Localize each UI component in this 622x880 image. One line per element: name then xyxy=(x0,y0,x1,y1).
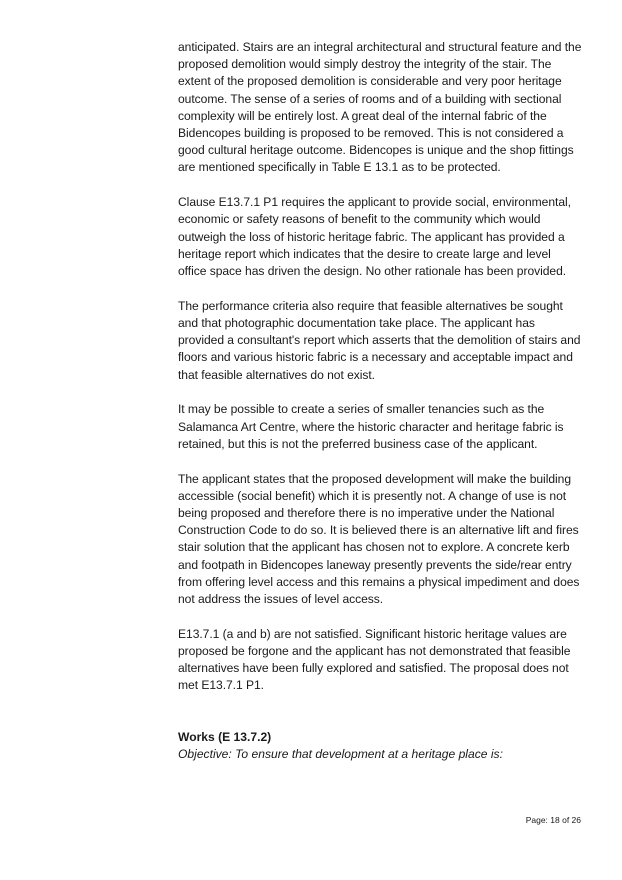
paragraph-smaller-tenancies: It may be possible to create a series of smaller tenancies such as the Salamanca Art Centre, where the historic character and heritage fabric is retained, but this is not the preferred business case of the applicant. xyxy=(178,402,564,451)
section-objective: Objective: To ensure that development at a heritage place is: xyxy=(178,746,503,761)
paragraph-demolition-impact: anticipated. Stairs are an integral architectural and structural feature and the proposed demolition would simply destroy the integrity of the stair. The extent of the proposed demolition is considerable and very poor heritage outcome. The sense of a series of rooms and of a building with sectional complexity will be entirely lost. A great deal of the internal fabric of the Bidencopes building is proposed to be removed. This is not considered a good cultural heritage outcome. Bidencopes is unique and the shop fittings are mentioned specifically in Table E 13.1 as to be protected. xyxy=(178,40,582,175)
paragraph-performance-criteria: The performance criteria also require that feasible alternatives be sought and that photographic documentation take place. The applicant has provided a consultant's report which asserts that the demolition of stairs and floors and various historic fabric is a necessary and acceptable impact and that feasible alternatives do not exist. xyxy=(178,298,581,382)
document-body xyxy=(178,39,582,763)
paragraph-accessibility: The applicant states that the proposed development will make the building accessible (social benefit) which it is presently not. A change of use is not being proposed and therefore there is no imperative under the National Construction Code to do so. It is believed there is an alternative lift and fires stair solution that the applicant has chosen not to explore. A concrete kerb and footpath in Bidencopes laneway presently prevents the side/rear entry from offering level access and this remains a physical impediment and does not address the issues of level access. xyxy=(178,471,580,607)
section-heading-works: Works (E 13.7.2) xyxy=(178,729,272,744)
paragraph-clause-e13-7-1: Clause E13.7.1 P1 requires the applicant to provide social, environmental, economic or safety reasons of benefit to the community which would outweigh the loss of historic heritage fabric. The applicant has provided a heritage report which indicates that the desire to create large and level office space has driven the design. No other rationale has been provided. xyxy=(178,195,571,279)
page-number: Page: 18 of 26 xyxy=(525,815,581,825)
paragraph-conclusion: E13.7.1 (a and b) are not satisfied. Significant historic heritage values are proposed be forgone and the applicant has not demonstrated that feasible alternatives have been fully explored and satisfied. The proposal does not met E13.7.1 P1. xyxy=(178,626,571,693)
